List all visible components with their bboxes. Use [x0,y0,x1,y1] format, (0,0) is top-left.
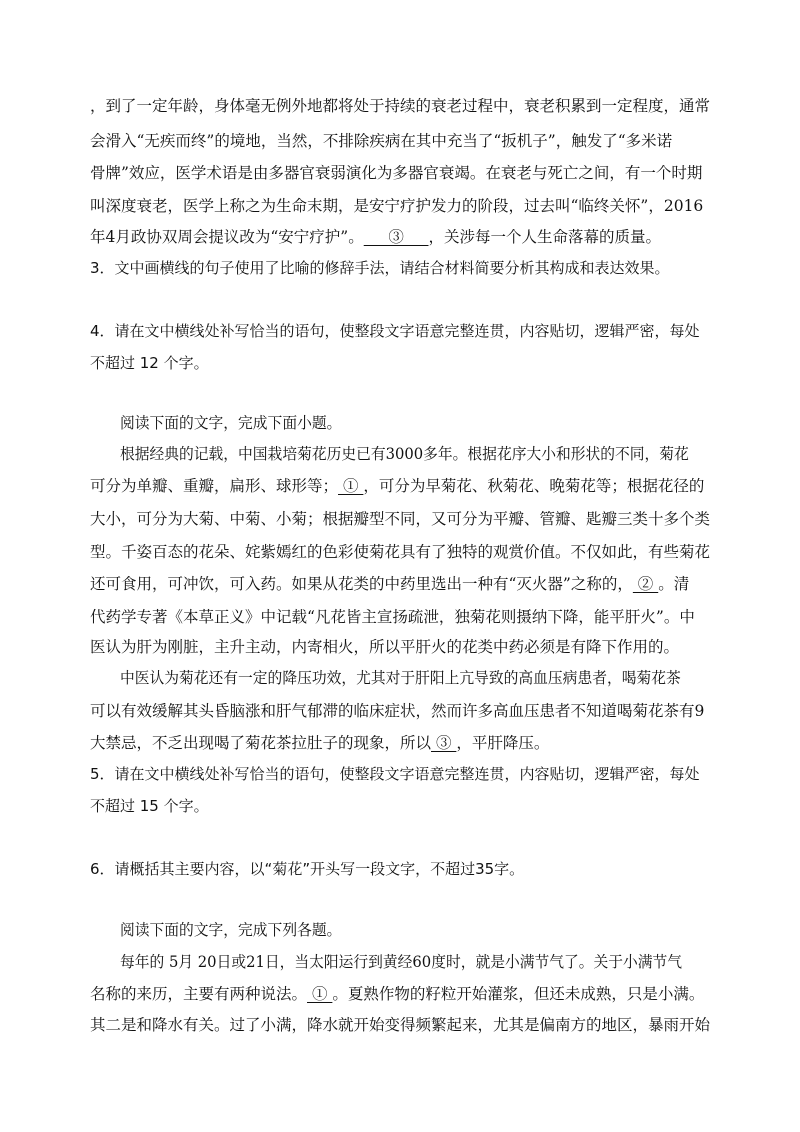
section-2-heading: 阅读下面的文字，完成下面小题。 [120,414,342,432]
text-segment: 叫深度衰老，医学上称之为生命末期，是安宁疗护发力的阶段，过去叫“临终关怀”，2016 [90,197,704,215]
text-segment: ，到了一定年龄，身体毫无例外地都将处于持续的衰老过程中，衰老积累到一定程度，通常 [90,97,711,115]
text-segment: ，平肝降压。 [456,734,550,752]
passage-1-line [90,196,715,216]
text-segment: 医认为肝为刚脏，主升主动，内寄相火，所以平肝火的花类中药必须是有降下作用的。 [90,638,680,656]
passage-2-line [90,637,715,657]
question-5-line2: 不超过 15 个字。 [90,797,209,815]
section-3-heading: 阅读下面的文字，完成下列各题。 [120,921,342,939]
fill-blank-3: ③ [363,228,429,246]
question-6: 6．请概括其主要内容，以“菊花”开头写一段文字，不超过35字。 [90,860,525,878]
passage-1-line [90,96,715,116]
text-segment: 其二是和降水有关。过了小满，降水就开始变得频繁起来，尤其是偏南方的地区，暴雨开始 [90,1016,711,1034]
passage-2-line [90,509,715,529]
text-segment: 根据经典的记载，中国栽培菊花历史已有3000多年。根据花序大小和形状的不同，菊花 [120,445,689,463]
passage-1-line [90,131,715,151]
text-segment: 中医认为菊花还有一定的降压功效，尤其对于肝阳上亢导致的高血压病患者，喝菊花茶 [120,669,681,687]
text-segment: 型。千姿百态的花朵、姹紫嫣红的色彩使菊花具有了独特的观赏价值。不仅如此，有些菊花 [90,543,711,561]
passage-1-line [90,163,715,183]
text-segment: 大小，可分为大菊、中菊、小菊；根据瓣型不同，又可分为平瓣、管瓣、匙瓣三类十多个类 [90,510,711,528]
text-segment: ，关涉每一个人生命落幕的质量。 [428,228,662,246]
passage-2-line [120,444,715,464]
text-segment: 年4月政协双周会提议改为“安宁疗护”。 [90,228,364,246]
passage-2-line [90,542,715,562]
passage-3-line [90,984,715,1004]
fill-blank-3: ③ [431,734,457,752]
passage-2-line [120,668,715,688]
text-segment: 每年的 5月 20日或21日，当太阳运行到黄经60度时，就是小满节气了。关于小满节气 [120,953,683,971]
passage-1-line [90,227,715,247]
fill-blank-1: ① [307,985,333,1003]
question-5-line1: 5．请在文中横线处补写恰当的语句，使整段文字语意完整连贯，内容贴切，逻辑严密，每处 [90,765,700,783]
text-segment: 。清 [658,575,690,593]
text-segment: 大禁忌，不乏出现喝了菊花茶拉肚子的现象，所以 [90,734,432,752]
question-4-line2: 不超过 12 个字。 [90,354,209,372]
fill-blank-1: ① [338,477,364,495]
text-segment: 可分为单瓣、重瓣，扁形、球形等； [90,477,339,495]
passage-2-line [90,733,715,753]
text-segment: 名称的来历，主要有两种说法。 [90,985,308,1003]
passage-2-line [90,701,715,721]
text-segment: ，可分为早菊花、秋菊花、晚菊花等；根据花径的 [363,477,705,495]
text-segment: 可以有效缓解其头昏脑涨和肝气郁滞的临床症状，然而许多高血压患者不知道喝菊花茶有9 [90,702,705,720]
text-segment: 代药学专著《本草正义》中记载“凡花皆主宣扬疏泄，独菊花则摄纳下降，能平肝火”。中 [90,608,695,626]
passage-3-line [120,952,715,972]
passage-2-line [90,476,715,496]
passage-3-line [90,1015,715,1035]
text-segment: 会滑入“无疾而终”的境地，当然，不排除疾病在其中充当了“扳机子”，触发了“多米诺 [90,132,673,150]
passage-2-line [90,607,715,627]
question-3: 3．文中画横线的句子使用了比喻的修辞手法，请结合材料简要分析其构成和表达效果。 [90,259,670,277]
text-segment: 。夏熟作物的籽粒开始灌浆，但还未成熟，只是小满。 [332,985,705,1003]
text-segment: 还可食用，可冲饮，可入药。如果从花类的中药里选出一种有“灭火器”之称的， [90,575,633,593]
question-4-line1: 4．请在文中横线处补写恰当的语句，使整段文字语意完整连贯，内容贴切，逻辑严密，每处 [90,322,700,340]
passage-2-line [90,574,715,594]
fill-blank-2: ② [632,575,659,593]
text-segment: 骨牌”效应，医学术语是由多器官衰弱演化为多器官衰竭。在衰老与死亡之间，有一个时期 [90,164,703,182]
